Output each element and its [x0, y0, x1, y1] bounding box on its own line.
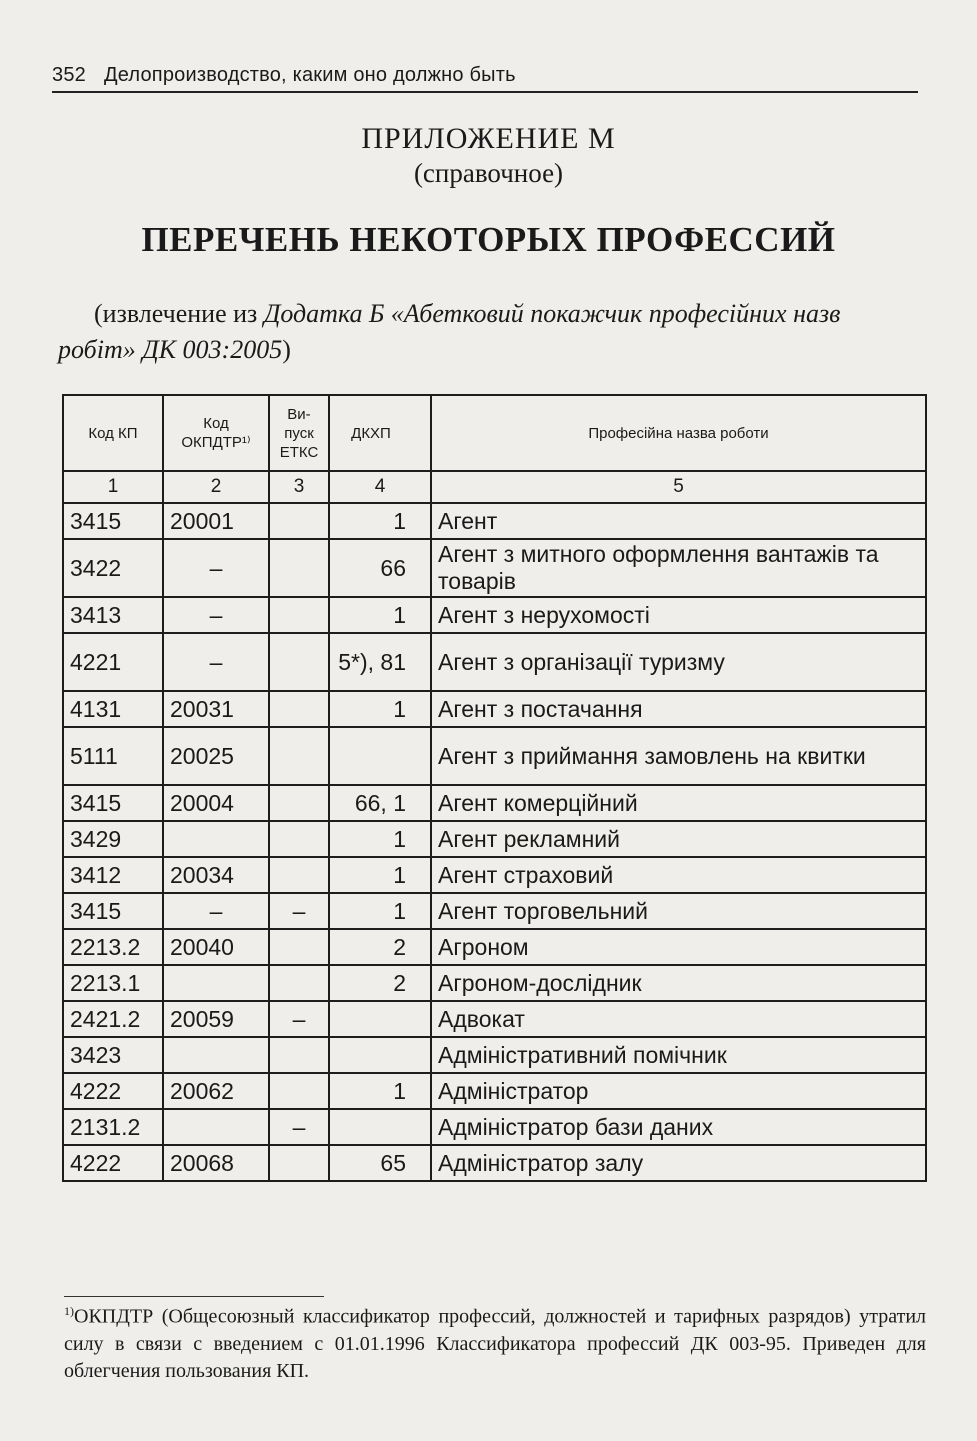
appendix-note: (справочное): [413, 158, 564, 188]
column-number: 1: [63, 471, 163, 503]
cell-kp: 3423: [63, 1037, 163, 1073]
cell-kp: 2213.2: [63, 929, 163, 965]
cell-name: Адміністратор бази даних: [431, 1109, 926, 1145]
cell-etks: [269, 597, 329, 633]
table-row: [63, 633, 926, 691]
cell-okpdtr: –: [163, 597, 269, 633]
cell-dkhp: 2: [329, 965, 431, 1001]
cell-etks: [269, 1145, 329, 1181]
cell-kp: 3415: [63, 893, 163, 929]
source-suffix: ): [282, 335, 291, 364]
table-row: [63, 929, 926, 965]
cell-name: Агент: [431, 503, 926, 539]
cell-kp: 3412: [63, 857, 163, 893]
cell-name: Агент з організації туризму: [431, 633, 926, 691]
cell-etks: [269, 785, 329, 821]
cell-name: Адміністративний помічник: [431, 1037, 926, 1073]
cell-etks: [269, 1073, 329, 1109]
cell-name: Агент з митного оформлення вантажів та товарів: [431, 539, 926, 597]
footnote-text: ОКПДТР (Общесоюзный классификатор профессий, должностей и тарифных разрядов) утратил силу в связи с введением с 01.01.1996 Классификатора профессий ДК 003-95. Приведен для облегчения пользования КП.: [64, 1305, 926, 1382]
table-row: [63, 539, 926, 597]
source-italic: Додатка Б «Абетковий покажчик професійних назв робіт» ДК 003:2005: [58, 299, 841, 364]
cell-dkhp: 66, 1: [329, 785, 431, 821]
cell-dkhp: 5*), 81: [329, 633, 431, 691]
cell-name: Агроном: [431, 929, 926, 965]
cell-etks: –: [269, 893, 329, 929]
cell-etks: [269, 857, 329, 893]
cell-kp: 2213.1: [63, 965, 163, 1001]
cell-kp: 4222: [63, 1073, 163, 1109]
cell-name: Агроном-дослідник: [431, 965, 926, 1001]
cell-kp: 5111: [63, 727, 163, 785]
table-row: [63, 1037, 926, 1073]
table-row: [63, 821, 926, 857]
cell-dkhp: [329, 1109, 431, 1145]
cell-name: Адміністратор залу: [431, 1145, 926, 1181]
cell-etks: –: [269, 1109, 329, 1145]
cell-dkhp: 1: [329, 1073, 431, 1109]
header-kp: Код КП: [63, 395, 163, 471]
cell-okpdtr: 20001: [163, 503, 269, 539]
cell-okpdtr: 20025: [163, 727, 269, 785]
source-prefix: (извлечение из: [94, 299, 264, 328]
cell-kp: 2131.2: [63, 1109, 163, 1145]
cell-dkhp: 1: [329, 597, 431, 633]
cell-kp: 3413: [63, 597, 163, 633]
cell-kp: 4222: [63, 1145, 163, 1181]
header-dkhp: ДКХП: [329, 395, 431, 471]
source-note: [58, 296, 924, 368]
cell-name: Адміністратор: [431, 1073, 926, 1109]
cell-okpdtr: 20059: [163, 1001, 269, 1037]
table-row: [63, 857, 926, 893]
cell-name: Агент з постачання: [431, 691, 926, 727]
cell-kp: 2421.2: [63, 1001, 163, 1037]
column-number: 5: [431, 471, 926, 503]
cell-okpdtr: –: [163, 893, 269, 929]
cell-dkhp: [329, 1001, 431, 1037]
table-row: [63, 1073, 926, 1109]
cell-okpdtr: 20040: [163, 929, 269, 965]
cell-etks: –: [269, 1001, 329, 1037]
header-okpdtr: Код ОКПДТР¹⁾: [163, 395, 269, 471]
cell-okpdtr: [163, 821, 269, 857]
table-header-row: [63, 395, 926, 471]
cell-etks: [269, 539, 329, 597]
cell-etks: [269, 1037, 329, 1073]
cell-dkhp: 1: [329, 503, 431, 539]
table-row: [63, 691, 926, 727]
cell-okpdtr: –: [163, 633, 269, 691]
cell-name: Адвокат: [431, 1001, 926, 1037]
running-title: Делопроизводство, каким оно должно быть: [103, 64, 516, 86]
cell-etks: [269, 503, 329, 539]
column-number: 4: [329, 471, 431, 503]
cell-kp: 3415: [63, 785, 163, 821]
cell-okpdtr: 20031: [163, 691, 269, 727]
appendix-label: ПРИЛОЖЕНИЕ М: [361, 122, 616, 155]
cell-name: Агент з нерухомості: [431, 597, 926, 633]
header-name: Професійна назва роботи: [431, 395, 926, 471]
column-number: 3: [269, 471, 329, 503]
column-number-row: [63, 471, 926, 503]
cell-dkhp: 1: [329, 893, 431, 929]
table-row: [63, 1109, 926, 1145]
page-number: 352: [52, 64, 86, 86]
cell-dkhp: [329, 727, 431, 785]
cell-etks: [269, 929, 329, 965]
cell-etks: [269, 821, 329, 857]
table-row: [63, 727, 926, 785]
professions-table: [62, 394, 927, 1182]
cell-kp: 3422: [63, 539, 163, 597]
cell-dkhp: 66: [329, 539, 431, 597]
cell-etks: [269, 691, 329, 727]
cell-kp: 4131: [63, 691, 163, 727]
table-row: [63, 503, 926, 539]
cell-okpdtr: –: [163, 539, 269, 597]
cell-okpdtr: 20062: [163, 1073, 269, 1109]
cell-okpdtr: 20004: [163, 785, 269, 821]
column-number: 2: [163, 471, 269, 503]
cell-dkhp: [329, 1037, 431, 1073]
cell-okpdtr: [163, 1037, 269, 1073]
table-row: [63, 785, 926, 821]
cell-dkhp: 2: [329, 929, 431, 965]
footnote: [64, 1298, 926, 1385]
footnote-marker: 1): [64, 1304, 74, 1318]
cell-dkhp: 1: [329, 857, 431, 893]
table-row: [63, 597, 926, 633]
table-row: [63, 893, 926, 929]
cell-name: Агент страховий: [431, 857, 926, 893]
cell-kp: 3429: [63, 821, 163, 857]
cell-kp: 4221: [63, 633, 163, 691]
cell-okpdtr: [163, 965, 269, 1001]
cell-dkhp: 1: [329, 691, 431, 727]
header-etks: Ви-пуск ЕТКС: [269, 395, 329, 471]
cell-kp: 3415: [63, 503, 163, 539]
cell-etks: [269, 727, 329, 785]
cell-name: Агент торговельний: [431, 893, 926, 929]
running-head: [52, 64, 918, 93]
footnote-divider: [64, 1296, 324, 1297]
cell-dkhp: 65: [329, 1145, 431, 1181]
cell-name: Агент з приймання замовлень на квитки: [431, 727, 926, 785]
cell-name: Агент комерційний: [431, 785, 926, 821]
table-row: [63, 1145, 926, 1181]
cell-etks: [269, 633, 329, 691]
cell-dkhp: 1: [329, 821, 431, 857]
cell-okpdtr: [163, 1109, 269, 1145]
cell-okpdtr: 20034: [163, 857, 269, 893]
table-row: [63, 1001, 926, 1037]
cell-name: Агент рекламний: [431, 821, 926, 857]
cell-etks: [269, 965, 329, 1001]
cell-okpdtr: 20068: [163, 1145, 269, 1181]
page-title: ПЕРЕЧЕНЬ НЕКОТОРЫХ ПРОФЕССИЙ: [141, 220, 836, 259]
table-row: [63, 965, 926, 1001]
